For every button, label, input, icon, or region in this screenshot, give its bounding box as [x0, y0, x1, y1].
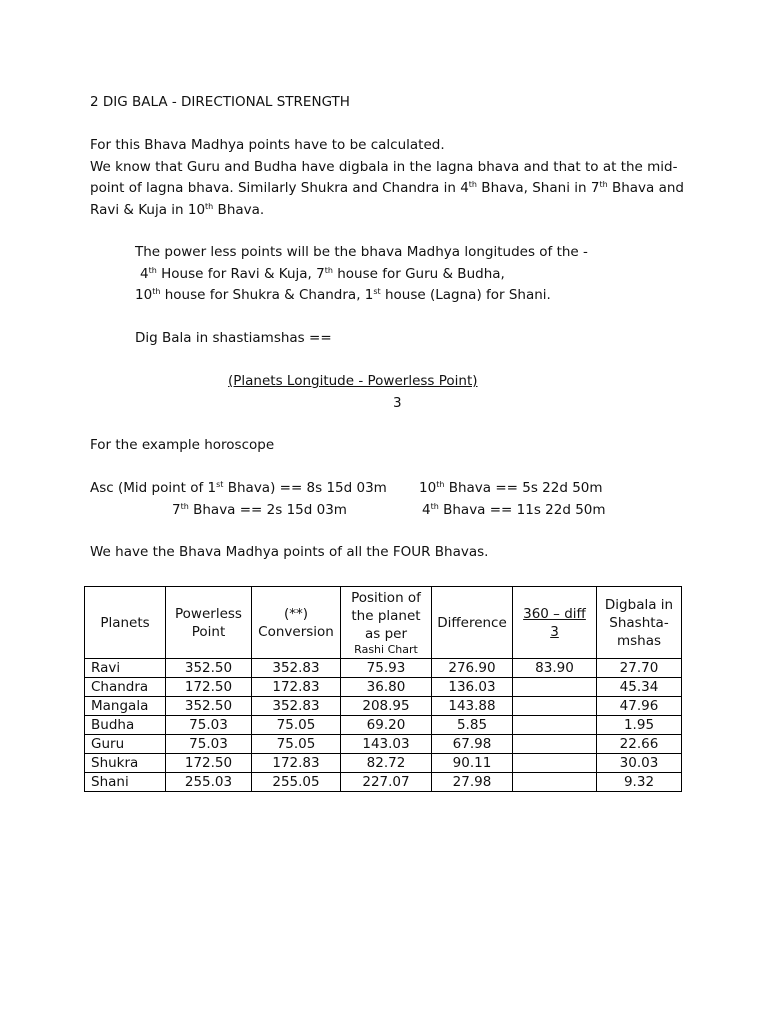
- table-row: [85, 697, 682, 716]
- superscript: th: [180, 501, 189, 511]
- bhava7-value: [172, 500, 347, 522]
- bhava-madhya-note: [90, 542, 488, 564]
- header-conversion: (**) Conversion: [252, 587, 341, 659]
- superscript: th: [324, 265, 333, 275]
- paragraph-line: [90, 135, 445, 157]
- formula-numerator-text: (Planets Longitude - Powerless Point): [228, 373, 478, 389]
- cell-conversion: 172.83: [252, 678, 341, 697]
- cell-conversion: 352.83: [252, 659, 341, 678]
- superscript: th: [148, 265, 157, 275]
- cell-planet: Shukra: [85, 754, 166, 773]
- cell-digbala: 9.32: [597, 773, 682, 792]
- superscript: th: [436, 480, 445, 489]
- table-row: [85, 773, 682, 792]
- formula-denominator: [393, 393, 402, 415]
- power3-c: house (Lagna) for Shani.: [380, 287, 551, 303]
- b7-b: Bhava == 2s 15d 03m: [188, 501, 347, 518]
- cell-difference: 27.98: [432, 773, 513, 792]
- para2c-post: Bhava.: [213, 201, 265, 218]
- cell-planet: Ravi: [85, 659, 166, 678]
- power2-c: house for Guru & Budha,: [332, 265, 505, 282]
- asc-b: Bhava) == 8s 15d 03m: [223, 480, 387, 496]
- b10-b: Bhava == 5s 22d 50m: [444, 480, 603, 496]
- cell-planet: Budha: [85, 716, 166, 735]
- cell-powerless: 352.50: [166, 659, 252, 678]
- table-row: [85, 678, 682, 697]
- para2a-text: We know that Guru and Budha have digbala in the lagna bhava and that to at the mid-: [90, 158, 678, 175]
- header-difference: Difference: [432, 587, 513, 659]
- digbala-table: [84, 586, 682, 792]
- cell-position: 69.20: [341, 716, 432, 735]
- cell-position: 208.95: [341, 697, 432, 716]
- cell-digbala: 1.95: [597, 716, 682, 735]
- cell-conversion: 75.05: [252, 716, 341, 735]
- superscript: st: [216, 480, 224, 489]
- formula-numerator: [228, 371, 478, 393]
- paragraph-line: [135, 242, 588, 264]
- cell-difference: 67.98: [432, 735, 513, 754]
- paragraph-line: [90, 200, 264, 222]
- para2c-pre: Ravi & Kuja in 10: [90, 201, 206, 218]
- header-position-small: Rashi Chart: [354, 643, 418, 656]
- paragraph-line: [90, 178, 684, 200]
- cell-conversion: 172.83: [252, 754, 341, 773]
- table-row: [85, 754, 682, 773]
- example-label-text: For the example horoscope: [90, 437, 275, 453]
- cell-planet: Guru: [85, 735, 166, 754]
- para2b-mid: Bhava, Shani in 7: [477, 180, 600, 196]
- cell-digbala: 22.66: [597, 735, 682, 754]
- header-powerless-point: Powerless Point: [166, 587, 252, 659]
- cell-360-diff: [513, 678, 597, 697]
- cell-difference: 136.03: [432, 678, 513, 697]
- cell-planet: Shani: [85, 773, 166, 792]
- header-360-diff: 360 – diff 3: [513, 587, 597, 659]
- superscript: st: [373, 287, 381, 296]
- b4-a: 4: [422, 501, 431, 518]
- header-position: [341, 587, 432, 659]
- paragraph-line: [135, 285, 551, 307]
- cell-position: 82.72: [341, 754, 432, 773]
- cell-digbala: 27.70: [597, 659, 682, 678]
- table-row: [85, 659, 682, 678]
- bhava10-value: [419, 478, 603, 500]
- cell-powerless: 75.03: [166, 716, 252, 735]
- cell-360-diff: [513, 697, 597, 716]
- table-header-row: [85, 587, 682, 659]
- power3-a: 10: [135, 287, 153, 303]
- paragraph-line: [90, 157, 678, 179]
- header-position-text: Position of the planet as per: [351, 590, 421, 642]
- cell-360-diff: [513, 735, 597, 754]
- heading-text: 2 DIG BALA - DIRECTIONAL STRENGTH: [90, 94, 350, 110]
- cell-360-diff: 83.90: [513, 659, 597, 678]
- paragraph-line: [140, 264, 505, 286]
- cell-digbala: 45.34: [597, 678, 682, 697]
- cell-conversion: 352.83: [252, 697, 341, 716]
- table-row: [85, 716, 682, 735]
- superscript: th: [468, 180, 478, 189]
- header-planets: Planets: [85, 587, 166, 659]
- cell-position: 143.03: [341, 735, 432, 754]
- cell-difference: 90.11: [432, 754, 513, 773]
- power2-b: House for Ravi & Kuja, 7: [156, 265, 325, 282]
- cell-position: 36.80: [341, 678, 432, 697]
- cell-planet: Chandra: [85, 678, 166, 697]
- cell-difference: 143.88: [432, 697, 513, 716]
- superscript: th: [152, 287, 161, 296]
- example-label: [90, 435, 274, 457]
- formula-denominator-text: 3: [393, 394, 402, 411]
- cell-position: 227.07: [341, 773, 432, 792]
- b4-b: Bhava == 11s 22d 50m: [438, 501, 606, 518]
- digbala-formula-label: [135, 328, 332, 350]
- cell-conversion: 255.05: [252, 773, 341, 792]
- cell-powerless: 172.50: [166, 678, 252, 697]
- para2b-post: Bhava and: [607, 180, 684, 196]
- cell-difference: 276.90: [432, 659, 513, 678]
- superscript: th: [599, 180, 608, 189]
- digbala-label-text: Dig Bala in shastiamshas ==: [135, 330, 332, 346]
- cell-position: 75.93: [341, 659, 432, 678]
- cell-360-diff: [513, 773, 597, 792]
- cell-360-diff: [513, 754, 597, 773]
- superscript: th: [430, 501, 439, 511]
- table-row: [85, 735, 682, 754]
- superscript: th: [205, 201, 214, 211]
- cell-conversion: 75.05: [252, 735, 341, 754]
- power2-a: 4: [140, 265, 149, 282]
- cell-difference: 5.85: [432, 716, 513, 735]
- cell-powerless: 255.03: [166, 773, 252, 792]
- section-heading: [90, 92, 350, 114]
- para1-text: For this Bhava Madhya points have to be calculated.: [90, 137, 445, 153]
- cell-digbala: 30.03: [597, 754, 682, 773]
- asc-value: [90, 478, 387, 500]
- header-digbala: Digbala in Shashta-mshas: [597, 587, 682, 659]
- asc-a: Asc (Mid point of 1: [90, 480, 217, 496]
- para2b-pre: point of lagna bhava. Similarly Shukra and Chandra in 4: [90, 180, 469, 196]
- cell-powerless: 75.03: [166, 735, 252, 754]
- b7-a: 7: [172, 501, 181, 518]
- cell-360-diff: [513, 716, 597, 735]
- power3-b: house for Shukra & Chandra, 1: [160, 287, 374, 303]
- cell-digbala: 47.96: [597, 697, 682, 716]
- cell-powerless: 352.50: [166, 697, 252, 716]
- power1-text: The power less points will be the bhava Madhya longitudes of the -: [135, 244, 588, 260]
- b10-a: 10: [419, 480, 437, 496]
- cell-planet: Mangala: [85, 697, 166, 716]
- cell-powerless: 172.50: [166, 754, 252, 773]
- bhava4-value: [422, 500, 606, 522]
- note-text: We have the Bhava Madhya points of all the FOUR Bhavas.: [90, 544, 489, 560]
